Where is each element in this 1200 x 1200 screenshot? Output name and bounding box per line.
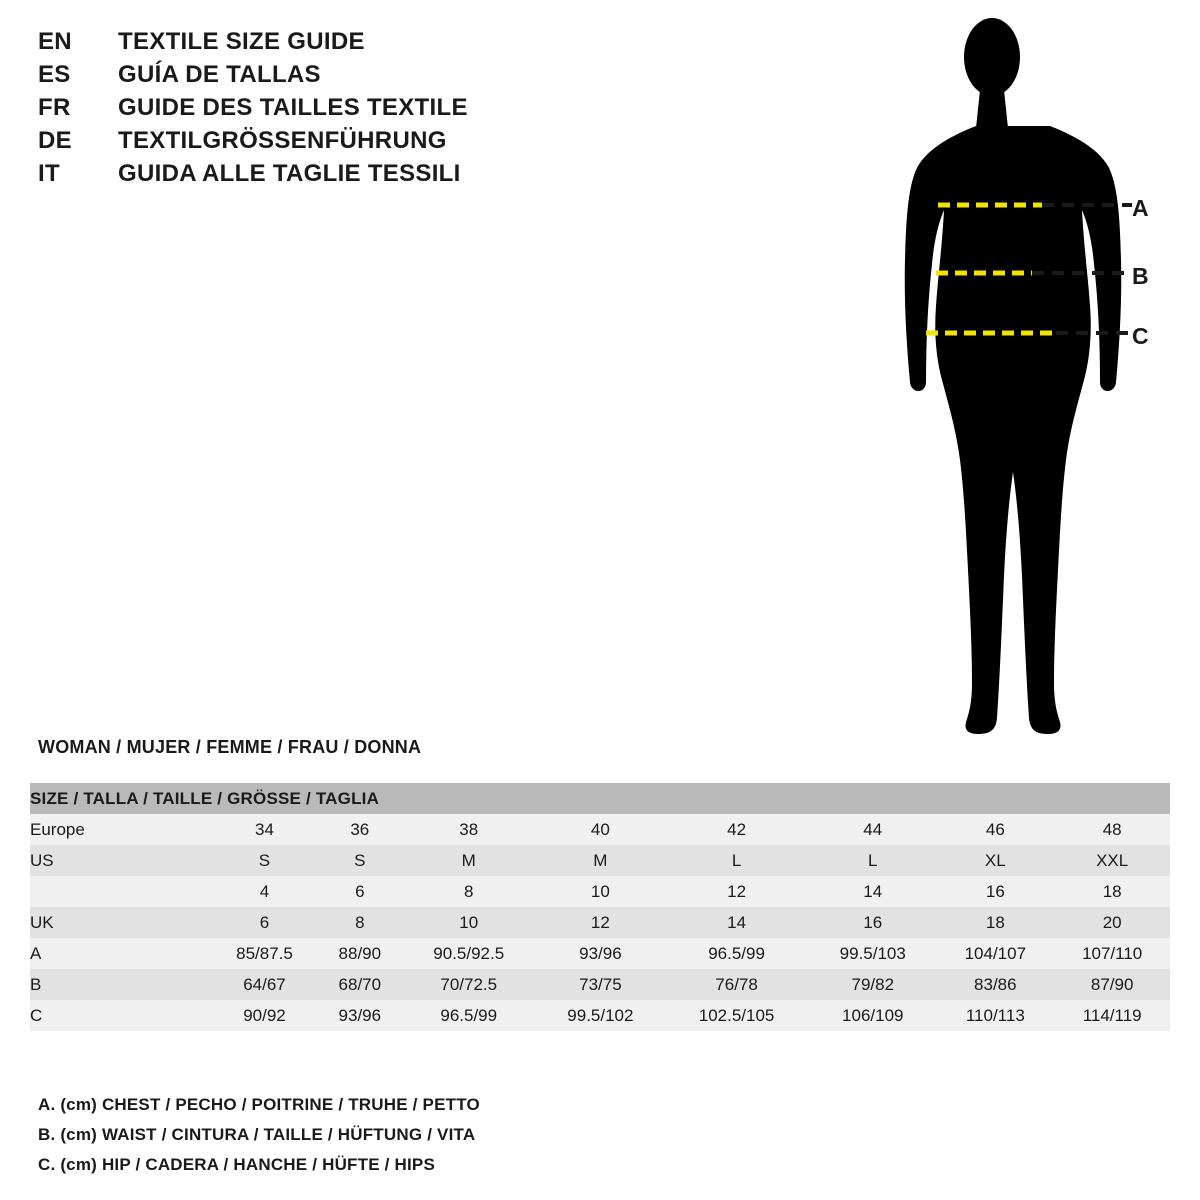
cell: 42	[664, 814, 809, 845]
table-row	[30, 845, 1170, 876]
cell: 90/92	[210, 1000, 319, 1031]
cell: 18	[936, 907, 1054, 938]
row-label-b: B	[30, 969, 210, 1000]
cell: M	[401, 845, 537, 876]
footnotes	[38, 1090, 938, 1180]
footnote-chest: A. (cm) CHEST / PECHO / POITRINE / TRUHE / PETTO	[38, 1095, 480, 1114]
title-row	[38, 94, 598, 127]
cell: 6	[319, 876, 401, 907]
cell: S	[319, 845, 401, 876]
cell: 14	[664, 907, 809, 938]
cell: 12	[537, 907, 664, 938]
cell: 10	[537, 876, 664, 907]
cell: 99.5/102	[537, 1000, 664, 1031]
size-chart-table	[30, 783, 1170, 1031]
cell: 79/82	[809, 969, 936, 1000]
cell: 6	[210, 907, 319, 938]
cell: 12	[664, 876, 809, 907]
cell: 102.5/105	[664, 1000, 809, 1031]
table-row	[30, 1000, 1170, 1031]
cell: 85/87.5	[210, 938, 319, 969]
cell: 114/119	[1054, 1000, 1170, 1031]
title-text-de: TEXTILGRÖSSENFÜHRUNG	[118, 127, 447, 154]
cell: 93/96	[319, 1000, 401, 1031]
table-header-row	[30, 783, 1170, 814]
cell: 104/107	[936, 938, 1054, 969]
cell: 110/113	[936, 1000, 1054, 1031]
cell: 87/90	[1054, 969, 1170, 1000]
row-label-us: US	[30, 845, 210, 876]
title-row	[38, 28, 598, 61]
cell: XL	[936, 845, 1054, 876]
cell: 96.5/99	[664, 938, 809, 969]
cell: 16	[809, 907, 936, 938]
cell: 48	[1054, 814, 1170, 845]
title-text-es: GUÍA DE TALLAS	[118, 61, 321, 88]
cell: 16	[936, 876, 1054, 907]
cell: 38	[401, 814, 537, 845]
cell: M	[537, 845, 664, 876]
cell: 8	[401, 876, 537, 907]
cell: 83/86	[936, 969, 1054, 1000]
cell: 93/96	[537, 938, 664, 969]
cell: 88/90	[319, 938, 401, 969]
title-lang-es: ES	[38, 61, 71, 88]
cell: 40	[537, 814, 664, 845]
body-figure-area	[860, 10, 1190, 750]
title-text-fr: GUIDE DES TAILLES TEXTILE	[118, 94, 468, 121]
title-row	[38, 127, 598, 160]
table-row	[30, 938, 1170, 969]
measurement-lines	[860, 10, 1190, 750]
cell: 73/75	[537, 969, 664, 1000]
cell: 106/109	[809, 1000, 936, 1031]
row-label-c: C	[30, 1000, 210, 1031]
cell: 76/78	[664, 969, 809, 1000]
cell: 96.5/99	[401, 1000, 537, 1031]
title-text-it: GUIDA ALLE TAGLIE TESSILI	[118, 160, 461, 187]
row-label-europe: Europe	[30, 814, 210, 845]
cell: 64/67	[210, 969, 319, 1000]
cell: 14	[809, 876, 936, 907]
title-row	[38, 61, 598, 94]
cell: L	[809, 845, 936, 876]
row-label-a: A	[30, 938, 210, 969]
table-row	[30, 907, 1170, 938]
cell: 34	[210, 814, 319, 845]
cell: 90.5/92.5	[401, 938, 537, 969]
title-lang-en: EN	[38, 28, 72, 55]
title-block	[38, 28, 598, 193]
cell: S	[210, 845, 319, 876]
cell: 46	[936, 814, 1054, 845]
cell: 4	[210, 876, 319, 907]
measure-label-b: B	[1132, 263, 1149, 289]
measure-label-a: A	[1132, 195, 1149, 221]
cell: 20	[1054, 907, 1170, 938]
table-row	[30, 814, 1170, 845]
cell: 107/110	[1054, 938, 1170, 969]
section-heading-woman: WOMAN / MUJER / FEMME / FRAU / DONNA	[38, 737, 422, 757]
cell: 10	[401, 907, 537, 938]
cell: 18	[1054, 876, 1170, 907]
row-label-us-numeric	[30, 876, 210, 907]
cell: XXL	[1054, 845, 1170, 876]
title-lang-de: DE	[38, 127, 72, 154]
row-label-uk: UK	[30, 907, 210, 938]
cell: 36	[319, 814, 401, 845]
title-lang-fr: FR	[38, 94, 71, 121]
cell: L	[664, 845, 809, 876]
title-text-en: TEXTILE SIZE GUIDE	[118, 28, 365, 55]
measure-label-c: C	[1132, 323, 1149, 349]
footnote-waist: B. (cm) WAIST / CINTURA / TAILLE / HÜFTUNG / VITA	[38, 1125, 476, 1144]
cell: 99.5/103	[809, 938, 936, 969]
cell: 68/70	[319, 969, 401, 1000]
cell: 8	[319, 907, 401, 938]
title-lang-it: IT	[38, 160, 60, 187]
cell: 70/72.5	[401, 969, 537, 1000]
title-row	[38, 160, 598, 193]
cell: 44	[809, 814, 936, 845]
table-row	[30, 876, 1170, 907]
table-row	[30, 969, 1170, 1000]
table-header-label: SIZE / TALLA / TAILLE / GRÖSSE / TAGLIA	[30, 783, 1170, 814]
footnote-hip: C. (cm) HIP / CADERA / HANCHE / HÜFTE / HIPS	[38, 1155, 436, 1174]
